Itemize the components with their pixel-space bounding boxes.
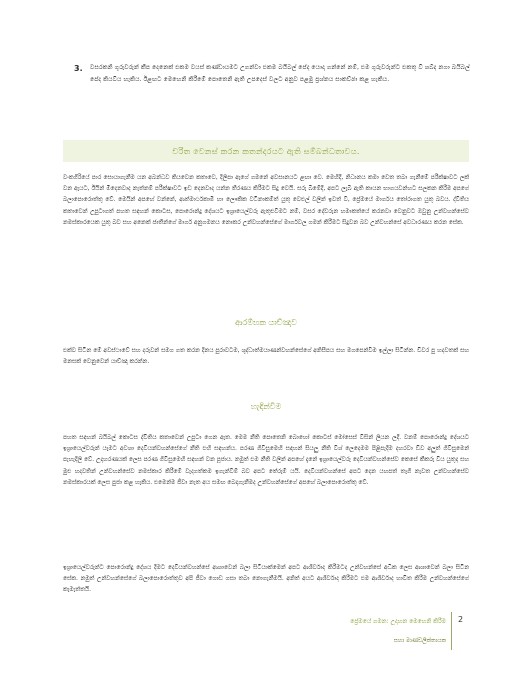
footer-title: ප්‍රේමයේ ගමන: උදාහන මෙහෙනි කිරීම [350, 618, 446, 625]
section-banner [63, 140, 469, 162]
item-text: වසරකනි ගුරුවරුන් කීප දෙනෙක් එකම වයස් කණ්ඩායමට උගන්වා එකම බයිබල් පේද යොදා ගන්නේ නම්, එම ගුරුවරුන්ට එකතු වී ශබ්ද නගා බයිබල් පේද කියවිය හැකිය. ඊළඟට මෙහෙනි කිරීමේ පොතෙනි ඇති උපදෙස් වලට අනුව පළමු ප්‍රශ්නය සාකච්ඡා කළ හැකිය. [90, 64, 470, 83]
paragraph-introduction-1: පහත සඳහන් බයිබල් කොටස ද්විතිය කතාවෙන් උපුටා ගෙන ඇත. මෙම නීති පොතෙනි බොහෝ කොටස් මෝසෙස් විසින් ලියන ලදී. වනම් පොරොන්දු දේශයට ඉශ්‍රායෙල්වරුන් යෑමට අවශා දෙවියන්වහන්සේගේ නීති එහි සඳහන්ය. පරණ ගිවිසුමෙහි සඳහන් සියලු නීති විශ් ලෙදෙමම පිළිපැදීම දහරවා ඩිව අලුත් ගිවිසුමෙන් පැහැදිලි වේ. උදාහරණයක් ලෙස පරණ ගිවිසුමෙහි සඳහන් වන පූජාය. නමුත් එම නීති වලින් අපහේ දැනේ ඉශ්‍රායෙල්වරු දෙවියන්වහන්සේව කෙසේ කීකරු විය යුතුද සහ මුළු හදවතින් උන්වහන්සේව නමස්කාර කිරීමේ වැදගත්කම ඉගැන්වීම් බව අපට තේරුම් යයි. දෙවියන්වහන්සේ අපට දෙන යහපත් තෑගී නැවත උන්වහන්සේව නමස්කාරයක් ලෙස පුජා කළ හැකිය. එමෙන්ම ජීවා නැත අය සමඟ බෙදාගැනීමද උන්වහන්සේගේ අපහේ බලාපොරොත්තු වේ. [63, 435, 469, 486]
paragraph-opening-prayer: එක්ව සිටින මේ අවස්ථාවේ සහ දරුවන් සමග ගත කරන දිනය පුරාවටම, ශුද්ධාත්මයාණන්වහන්සේගේ අනිසීපය සහ මගපෙන්වීම ඉල්ලා සිටින්න. චිවර පු හදවතක් සහ මනසක් වෙනුවෙන් යාච්ඤා කරන්න. [63, 348, 469, 366]
item-number: 3. [74, 64, 83, 73]
page-number: 2 [458, 615, 464, 624]
heading-opening-prayer: ආරම්භක යාච්ඤාව [235, 318, 297, 327]
numbered-item-3 [74, 62, 474, 85]
footer-subtitle: සහා මාණ්ඩලීක්තායක [393, 638, 446, 644]
section-banner-text: චරිත වෙනස් කරන කතන්දරයට ඇති සම්බන්ධතාවය. [172, 145, 360, 156]
heading-introduction: හැඳින්වීම [250, 402, 282, 411]
paragraph-story-connection: වංකගිරියේ පාර සොයාගැනීම යන අබන්ධව කියවෙන කතාවෙ, දිලීපා ඇගේ ගමනේ අවසානයට ළඟා වෙ. මෙහිදී, නිධානය කමා වෙත තබා ගැනීමේ පරීක්ෂාවට ලක් වන ඇයට, ඊයින් මිදෙනවාද නැත්නම් පරීක්ෂාවට ඉඩ දෙනවාද යන්න තීරණය කිරීමට සිදු වෙයි. සරු බිමේදී, අපට ලැබී ඇති කායන භාගයවන්හට සලකන කිරීම අපගේ බලාපොරොත්තු වේ. මෙයින් අපහේ වන්නේ, ආත්මාර්ථකාමී හා ලෞකික වටිනාකම්ත් යුතු වෙළුල් වලින් ඉවත් වී, ප්‍රේමයේ මාර්ගය තෝරාගත යුතු බවය. ද්විතිය කතාවෙන් උපුටාගත් පහත සඳහන් කොටස, පොරොන්දු දේශයට ඉශ්‍රායෙල්වරු ඇතුළුවීමට නම්, වසර දේවරුන හමාකත්යේ කරනවා වෙනුවට ඔවුනු උන්වහන්සේව නමස්කාරයෙක යුතු බව සහ අනෙක් ජාතීන්ගේ මාර්ග අනුගමනය නොකර උන්වහන්සේගේ මාර්ගවල ගමන් කිරීමට සිදුවන බව උන්වහන්සේ අවධාරණය කරන සේක. [63, 175, 469, 226]
footer-divider [451, 612, 452, 650]
paragraph-introduction-2: ඉශ්‍රායෙල්වරුන්ට පොරොන්දු දේශය දීමට දෙවියන්වහන්සේ ආශාවෙන් බලා සිටියාක්මෙන් අපට ආශීර්වාද කිරීමටද උන්වහන්සේ අධික ලෙස ආශාවෙන් බලා සිටින සේක. නමුත් උන්වහන්සේගේ බලාපොරොත්තුව අපි ජීවා ගොඩ ගසා තබා නොගැනීමයි. අනිත් අයට ආශීර්වාද කිරීමට එම ආශිර්වාද හාවිත කිරීම උන්වහන්සේගේ කැමැත්තයි. [63, 565, 469, 594]
